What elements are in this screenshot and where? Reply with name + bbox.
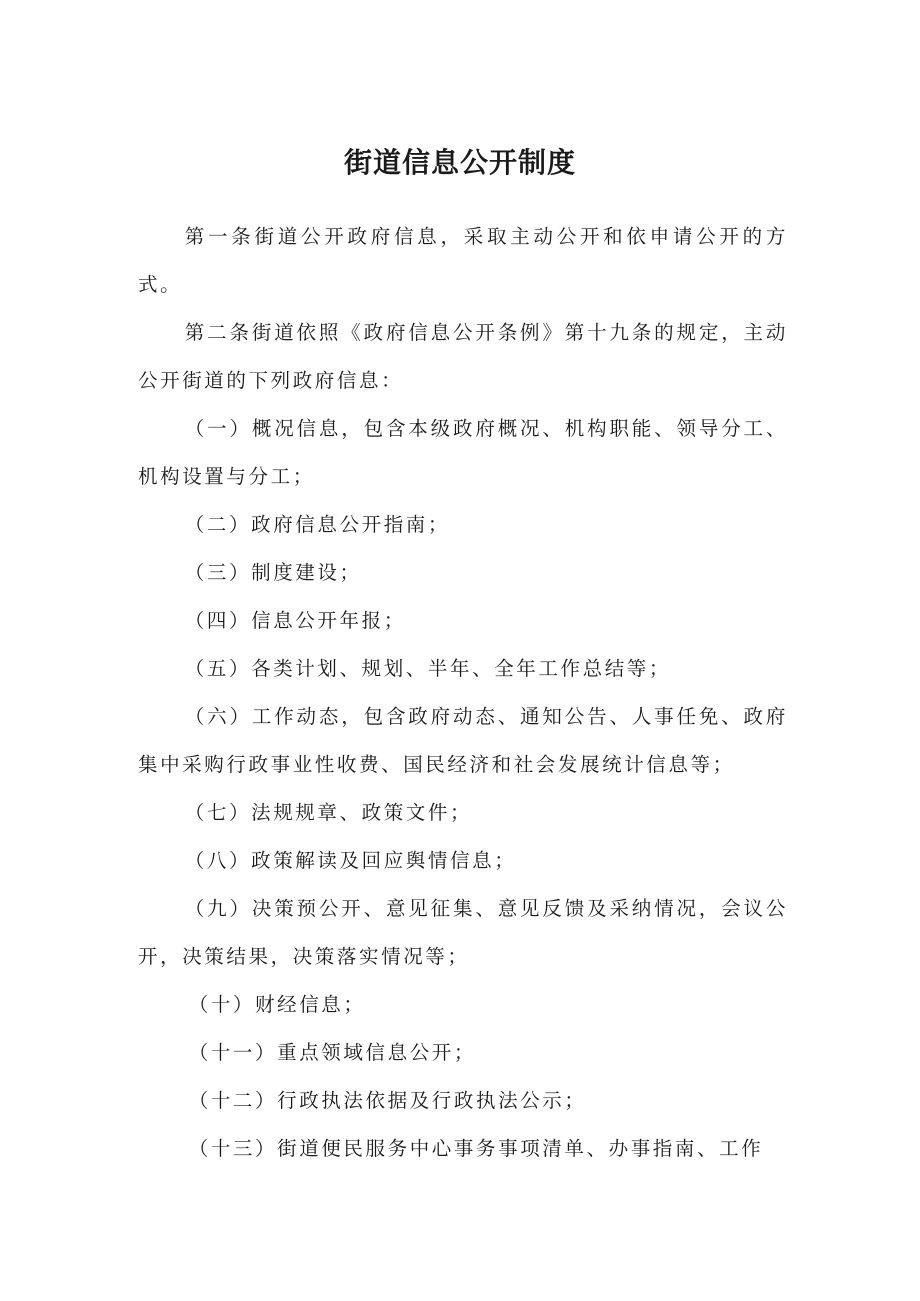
- list-item-9: （九）决策预公开、意见征集、意见反馈及采纳情况，会议公开，决策结果，决策落实情况等；: [138, 897, 788, 968]
- list-item-7: （七）法规规章、政策文件；: [184, 801, 473, 824]
- list-item-12: （十二）行政执法依据及行政执法公示；: [188, 1089, 587, 1112]
- list-item-1: （一）概况信息，包含本级政府概况、机构职能、领导分工、机构设置与分工；: [138, 417, 788, 488]
- list-item-8: （八）政策解读及回应舆情信息；: [184, 849, 517, 872]
- paragraph-article-1: 第一条街道公开政府信息，采取主动公开和依申请公开的方式。: [138, 225, 788, 296]
- document-title: 街道信息公开制度: [343, 146, 576, 179]
- list-item-6: （六）工作动态，包含政府动态、通知公告、人事任免、政府集中采购行政事业性收费、国民经济和社会发展统计信息等；: [138, 705, 788, 776]
- paragraph-article-2: 第二条街道依照《政府信息公开条例》第十九条的规定，主动公开街道的下列政府信息：: [138, 321, 788, 392]
- list-item-3: （三）制度建设；: [184, 561, 362, 584]
- list-item-2: （二）政府信息公开指南；: [184, 513, 450, 536]
- list-item-11: （十一）重点领域信息公开；: [188, 1041, 476, 1064]
- document-body: [138, 213, 788, 1173]
- list-item-4: （四）信息公开年报；: [184, 609, 406, 632]
- list-item-10: （十）财经信息；: [188, 993, 366, 1016]
- list-item-13: （十三）街道便民服务中心事务事项清单、办事指南、工作: [188, 1137, 764, 1160]
- list-item-5: （五）各类计划、规划、半年、全年工作总结等；: [184, 657, 671, 680]
